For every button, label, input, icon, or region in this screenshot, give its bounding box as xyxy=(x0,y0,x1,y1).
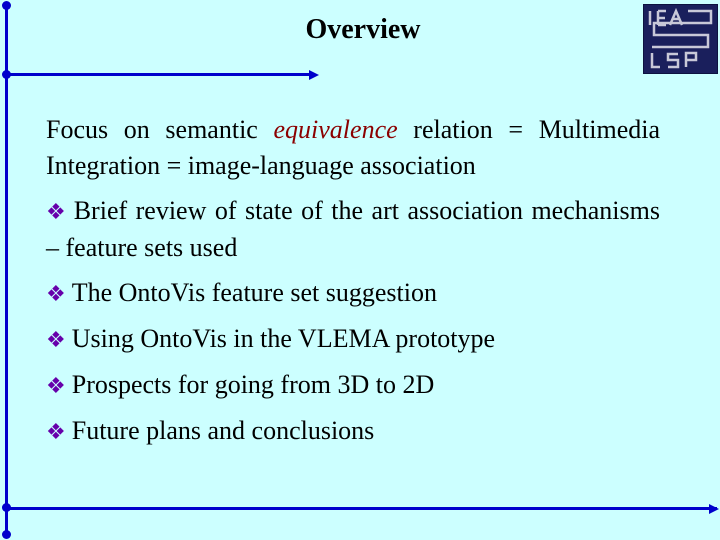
intro-text-end: relation = Multimedia Integration = image-language association xyxy=(46,115,661,180)
diamond-quad-icon: ❖ xyxy=(46,373,66,398)
bottom-rule xyxy=(5,507,717,510)
bullet-text: Using OntoVis in the VLEMA prototype xyxy=(71,324,496,353)
intro-text-start: Focus on semantic xyxy=(46,115,274,144)
bullet-text: Brief review of state of the art association mechanisms – feature sets used xyxy=(46,196,660,262)
slide-title: Overview xyxy=(305,14,421,45)
diamond-quad-icon: ❖ xyxy=(46,327,66,352)
rule-dot-bottom xyxy=(2,530,11,539)
bullet-item xyxy=(46,367,660,404)
diamond-quad-icon: ❖ xyxy=(46,419,66,444)
bullet-text: The OntoVis feature set suggestion xyxy=(71,278,437,307)
logo xyxy=(643,4,718,74)
bullet-text: Future plans and conclusions xyxy=(71,416,375,445)
top-rule-arrow-icon xyxy=(309,70,319,80)
rule-dot-top xyxy=(2,1,11,10)
bullet-item xyxy=(46,321,660,358)
top-rule xyxy=(5,73,310,76)
intro-emphasis: equivalence xyxy=(273,115,398,144)
diamond-quad-icon: ❖ xyxy=(46,281,66,306)
rule-dot-low xyxy=(2,503,11,512)
left-rule xyxy=(5,4,8,536)
bullet-item xyxy=(46,193,660,266)
bullet-text: Prospects for going from 3D to 2D xyxy=(71,370,435,399)
bullet-item xyxy=(46,413,660,450)
bullet-item xyxy=(46,275,660,312)
rule-dot-mid xyxy=(2,70,11,79)
diamond-quad-icon: ❖ xyxy=(46,199,68,224)
svg-text:IEA: IEA xyxy=(646,5,648,6)
bottom-rule-arrow-icon xyxy=(709,504,719,514)
intro-paragraph xyxy=(46,112,660,184)
slide-body xyxy=(46,112,660,459)
